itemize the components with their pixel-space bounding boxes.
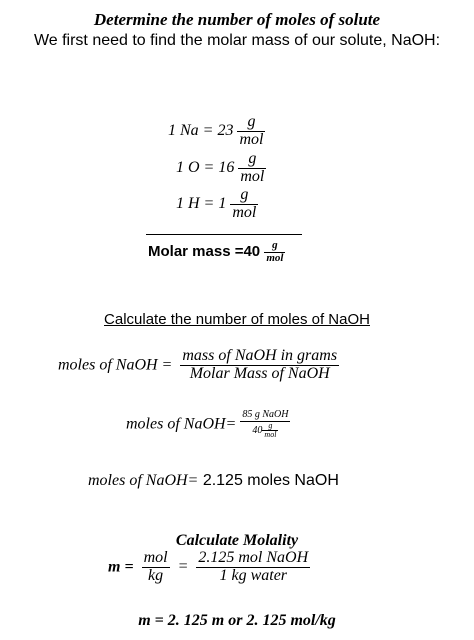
moles-heading: Calculate the number of moles of NaOH <box>104 311 370 328</box>
eq2-den-den: mol <box>264 429 277 439</box>
eq2-den-fraction <box>262 422 278 440</box>
eq2-lhs: moles of NaOH= <box>126 415 237 433</box>
o-unit-den: mol <box>240 167 265 185</box>
eq1-lhs: moles of NaOH = <box>58 356 173 374</box>
moles-equation-3 <box>88 472 339 490</box>
eq3-rhs: 2.125 moles NaOH <box>202 472 339 489</box>
h-mass-fraction <box>230 187 258 222</box>
o-mass-row <box>176 151 266 186</box>
molar-mass-unit-den: mol <box>266 251 284 264</box>
molar-mass-unit-fraction <box>264 240 285 264</box>
eq2-den-num: g <box>262 422 278 431</box>
molality-equation <box>108 550 310 585</box>
molar-mass-label: Molar mass =40 <box>148 243 261 261</box>
molality-result: m = 2. 125 m or 2. 125 mol/kg <box>138 612 336 629</box>
eq1-den: Molar Mass of NaOH <box>189 364 330 382</box>
molality-value-den: 1 kg water <box>219 566 288 584</box>
eq1-fraction <box>180 348 339 383</box>
moles-equation-1 <box>58 348 339 383</box>
eq3-lhs: moles of NaOH= <box>88 472 199 489</box>
sum-divider <box>146 234 302 235</box>
eq2-den <box>240 422 290 440</box>
o-unit-num: g <box>238 151 266 169</box>
h-unit-num: g <box>230 187 258 205</box>
o-mass-lhs: 1 O = 16 <box>176 158 235 176</box>
moles-equation-2 <box>126 410 290 439</box>
h-mass-row <box>176 187 258 222</box>
eq1-num: mass of NaOH in grams <box>182 347 338 364</box>
eq2-num: 85 g NaOH <box>242 409 289 420</box>
molality-value-num: 2.125 mol NaOH <box>198 549 309 566</box>
eq2-den-lead: 40 <box>252 424 263 436</box>
molality-lhs: m = <box>108 558 134 576</box>
molar-mass-unit-num: g <box>264 240 285 253</box>
eq2-fraction <box>240 410 290 439</box>
na-unit-num: g <box>237 114 265 132</box>
na-unit-den: mol <box>239 130 264 148</box>
page-title: Determine the number of moles of solute <box>93 10 381 29</box>
na-mass-row <box>168 114 265 149</box>
molality-heading: Calculate Molality <box>175 532 299 549</box>
na-mass-fraction <box>237 114 265 149</box>
h-mass-lhs: 1 H = 1 <box>176 194 227 212</box>
o-mass-fraction <box>238 151 266 186</box>
molar-mass-total-row <box>148 240 285 264</box>
molality-unit-den: kg <box>148 566 164 584</box>
molality-unit-fraction <box>142 550 170 585</box>
h-unit-den: mol <box>232 203 257 221</box>
molality-equals: = <box>177 558 189 576</box>
na-mass-lhs: 1 Na = 23 <box>168 121 234 139</box>
molality-value-fraction <box>196 550 310 585</box>
molality-unit-num: mol <box>143 549 168 566</box>
page-subtitle: We first need to find the molar mass of our solute, NaOH: <box>33 32 441 49</box>
